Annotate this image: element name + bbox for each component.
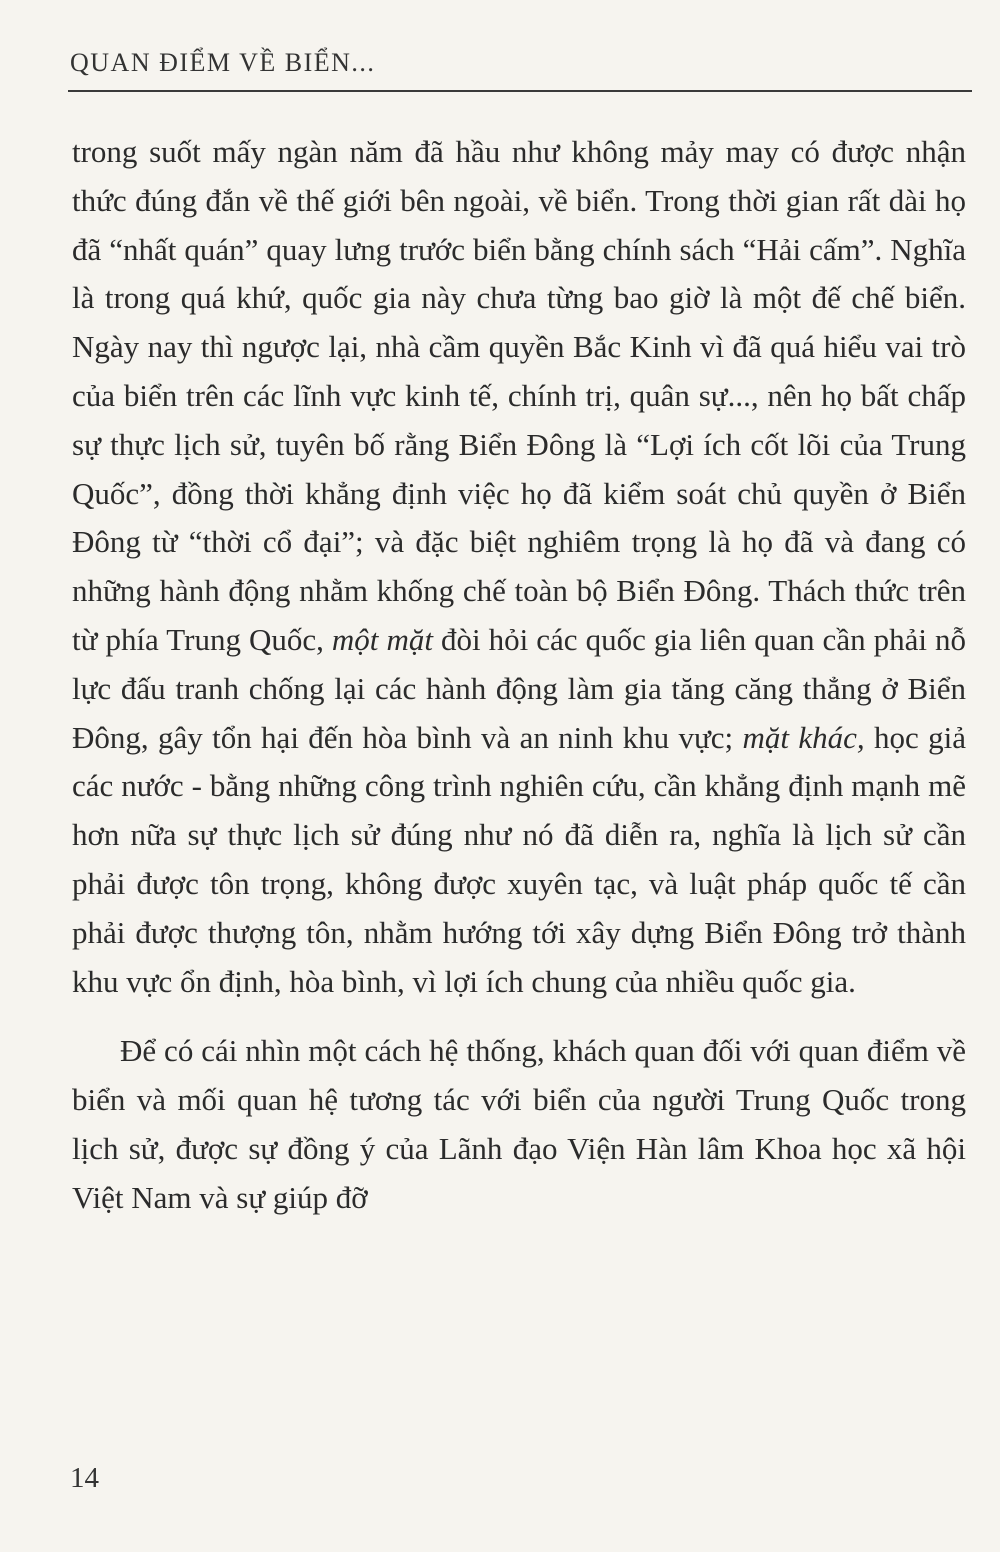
paragraph-1-text-c: học giả các nước - bằng những công trình nghiên cứu, cần khẳng định mạnh mẽ hơn nữa sự thực lịch sử đúng như nó đã diễn ra, nghĩa là lịch sử cần phải được tôn trọng, không được xuyên tạc, và luật pháp quốc tế cần phải được thượng tôn, nhằm hướng tới xây dựng Biển Đông trở thành khu vực ổn định, hòa bình, vì lợi ích chung của nhiều quốc gia. (72, 719, 966, 999)
page-number: 14 (70, 1462, 99, 1494)
header-rule (68, 90, 972, 92)
body-text (72, 128, 966, 1223)
paragraph-1 (72, 128, 966, 1006)
paragraph-1-emphasis-a: một mặt (331, 621, 433, 657)
running-head: QUAN ĐIỂM VỀ BIỂN... (70, 48, 376, 77)
paragraph-1-text-b: đòi hỏi các quốc gia liên quan cần phải nỗ lực đấu tranh chống lại các hành động làm gia tăng căng thẳng ở Biển Đông, gây tổn hại đến hòa bình và an ninh khu vực; (72, 621, 967, 755)
paragraph-2: Để có cái nhìn một cách hệ thống, khách quan đối với quan điểm về biển và mối quan hệ tương tác với biển của người Trung Quốc trong lịch sử, được sự đồng ý của Lãnh đạo Viện Hàn lâm Khoa học xã hội Việt Nam và sự giúp đỡ (72, 1033, 966, 1215)
paragraph-1-text-a: trong suốt mấy ngàn năm đã hầu như không mảy may có được nhận thức đúng đắn về thế giới bên ngoài, về biển. Trong thời gian rất dài họ đã “nhất quán” quay lưng trước biển bằng chính sách “Hải cấm”. Nghĩa là trong quá khứ, quốc gia này chưa từng bao giờ là một đế chế biển. Ngày nay thì ngược lại, nhà cầm quyền Bắc Kinh vì đã quá hiểu vai trò của biển trên các lĩnh vực kinh tế, chính trị, quân sự..., nên họ bất chấp sự thực lịch sử, tuyên bố rằng Biển Đông là “Lợi ích cốt lõi của Trung Quốc”, đồng thời khẳng định việc họ đã kiểm soát chủ quyền ở Biển Đông từ “thời cổ đại”; và đặc biệt nghiêm trọng là họ đã và đang có những hành động nhằm khống chế toàn bộ Biển Đông. Thách thức trên từ phía Trung Quốc, (72, 134, 966, 657)
paragraph-1-emphasis-b: mặt khác, (742, 719, 865, 755)
